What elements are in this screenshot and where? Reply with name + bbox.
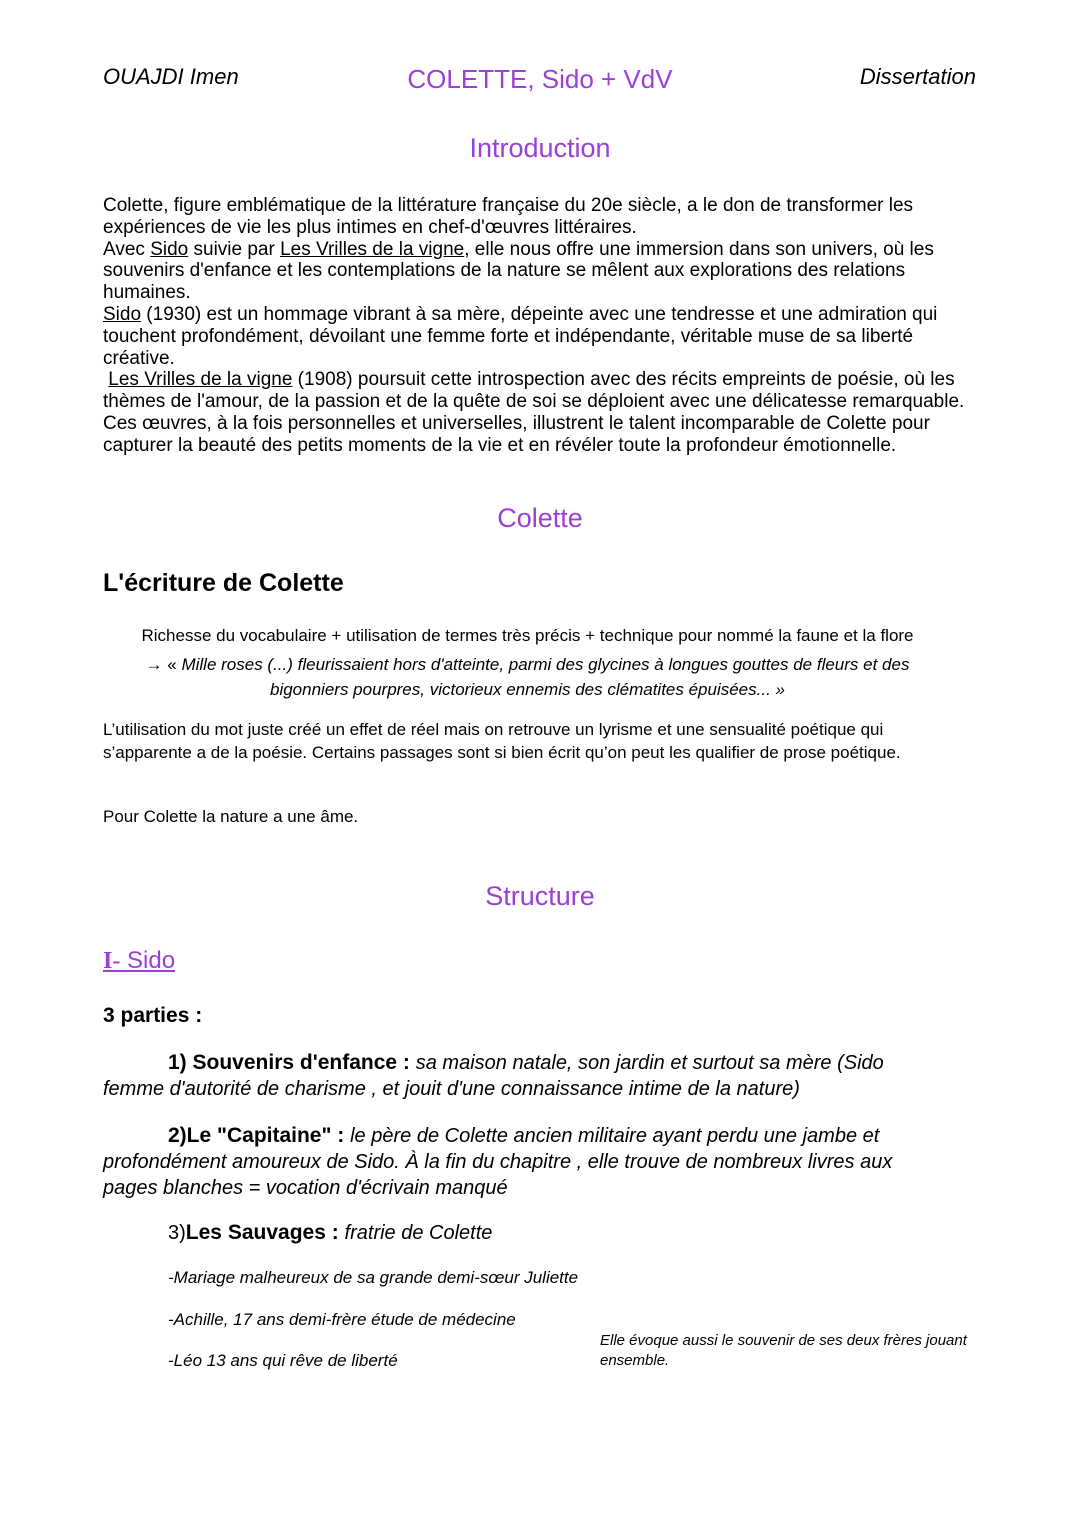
introduction-text xyxy=(103,195,983,457)
book-title-vdv: Les Vrilles de la vigne xyxy=(108,369,293,391)
vocab-line: Richesse du vocabulaire + utilisation de termes très précis + technique pour nommé la faune et la flore xyxy=(141,626,914,645)
part-2 xyxy=(103,1123,923,1201)
text: , elle nous offre une immersion dans son univers, où les souvenirs d'enfance et les contemplations de la nature se mêlent aux explorations des relations humaines. xyxy=(103,238,934,304)
sibling-item: -Léo 13 ans qui rêve de liberté xyxy=(168,1351,398,1370)
section-number: I- xyxy=(103,948,121,974)
quote-line: bigonniers pourpres, victorieux ennemis des clématites épuisées... » xyxy=(270,680,785,699)
sibling-item: -Achille, 17 ans demi-frère étude de médecine xyxy=(168,1310,516,1329)
section-title: Sido xyxy=(120,947,176,974)
text: Avec xyxy=(103,238,151,260)
part-3 xyxy=(168,1220,492,1246)
document-type: Dissertation xyxy=(859,64,976,89)
part-text: le père de Colette ancien militaire ayant perdu une jambe et profondément amoureux de Sido. À la fin du chapitre , elle trouve de nombreux livres aux pages blanches = vocation d'écrivain manqué xyxy=(103,1125,893,1199)
introduction-heading: Introduction xyxy=(469,133,611,163)
book-title-sido: Sido xyxy=(150,238,189,260)
paragraph: L’utilisation du mot juste créé un effet de réel mais on retrouve un lyrisme et une sensualité poétique qui s’apparente a de la poésie. Certains passages sont si bien écrit qu’on peut les qualifier de prose poétique. xyxy=(103,720,901,762)
document-title: COLETTE, Sido + VdV xyxy=(407,64,673,94)
intro-paragraph: Colette, figure emblématique de la littérature française du 20e siècle, a le don de transformer les expériences de vie les plus intimes en chef-d'œuvres littéraires. xyxy=(103,195,914,238)
part-number: 3) xyxy=(168,1222,186,1244)
subheading: L'écriture de Colette xyxy=(103,569,344,597)
part-1 xyxy=(103,1050,923,1102)
intro-paragraph: Ces œuvres, à la fois personnelles et universelles, illustrent le talent incomparable de Colette pour capturer la beauté des petits moments de la vie et en révéler toute la profondeur émotionnelle. xyxy=(103,412,930,456)
section-heading-sido xyxy=(103,947,175,975)
quote-line xyxy=(0,653,1055,676)
part-text: fratrie de Colette xyxy=(344,1222,493,1244)
text: (1930) est un hommage vibrant à sa mère, dépeinte avec une tendresse et une admiration qui touchent profondément, dévoilant une femme forte et indépendante, véritable muse de sa liberté créative. xyxy=(103,303,938,369)
structure-heading: Structure xyxy=(485,881,595,911)
book-title-sido: Sido xyxy=(103,303,142,325)
text: suivie par xyxy=(188,238,281,260)
sibling-item: -Mariage malheureux de sa grande demi-sœur Juliette xyxy=(168,1268,579,1287)
intro-paragraph xyxy=(103,369,983,413)
book-title-vdv: Les Vrilles de la vigne xyxy=(280,238,465,260)
author: OUAJDI Imen xyxy=(103,64,239,89)
intro-paragraph xyxy=(103,239,983,304)
quote: Mille roses (...) fleurissaient hors d'atteinte, parmi des glycines à longues gouttes de fleurs et des xyxy=(176,655,910,674)
colette-heading: Colette xyxy=(497,503,583,533)
part-title: 2)Le "Capitaine" : xyxy=(168,1124,351,1147)
paragraph: Pour Colette la nature a une âme. xyxy=(103,807,359,826)
side-note: Elle évoque aussi le souvenir de ses deux frères jouant ensemble. xyxy=(600,1332,967,1369)
arrow: → « xyxy=(145,655,177,674)
parts-label: 3 parties : xyxy=(103,1004,203,1027)
part-title: 1) Souvenirs d'enfance : xyxy=(168,1051,416,1074)
part-title: Les Sauvages : xyxy=(185,1221,345,1244)
text: (1908) poursuit cette introspection avec des récits empreints de poésie, où les thèmes de l'amour, de la passion et de la quête de soi se déploient avec une délicatesse remarquable. xyxy=(103,369,965,413)
intro-paragraph xyxy=(103,304,983,369)
part-text: sa maison natale, son jardin et surtout sa mère (Sido femme d'autorité de charisme , et jouit d'une connaissance intime de la nature) xyxy=(103,1052,884,1100)
